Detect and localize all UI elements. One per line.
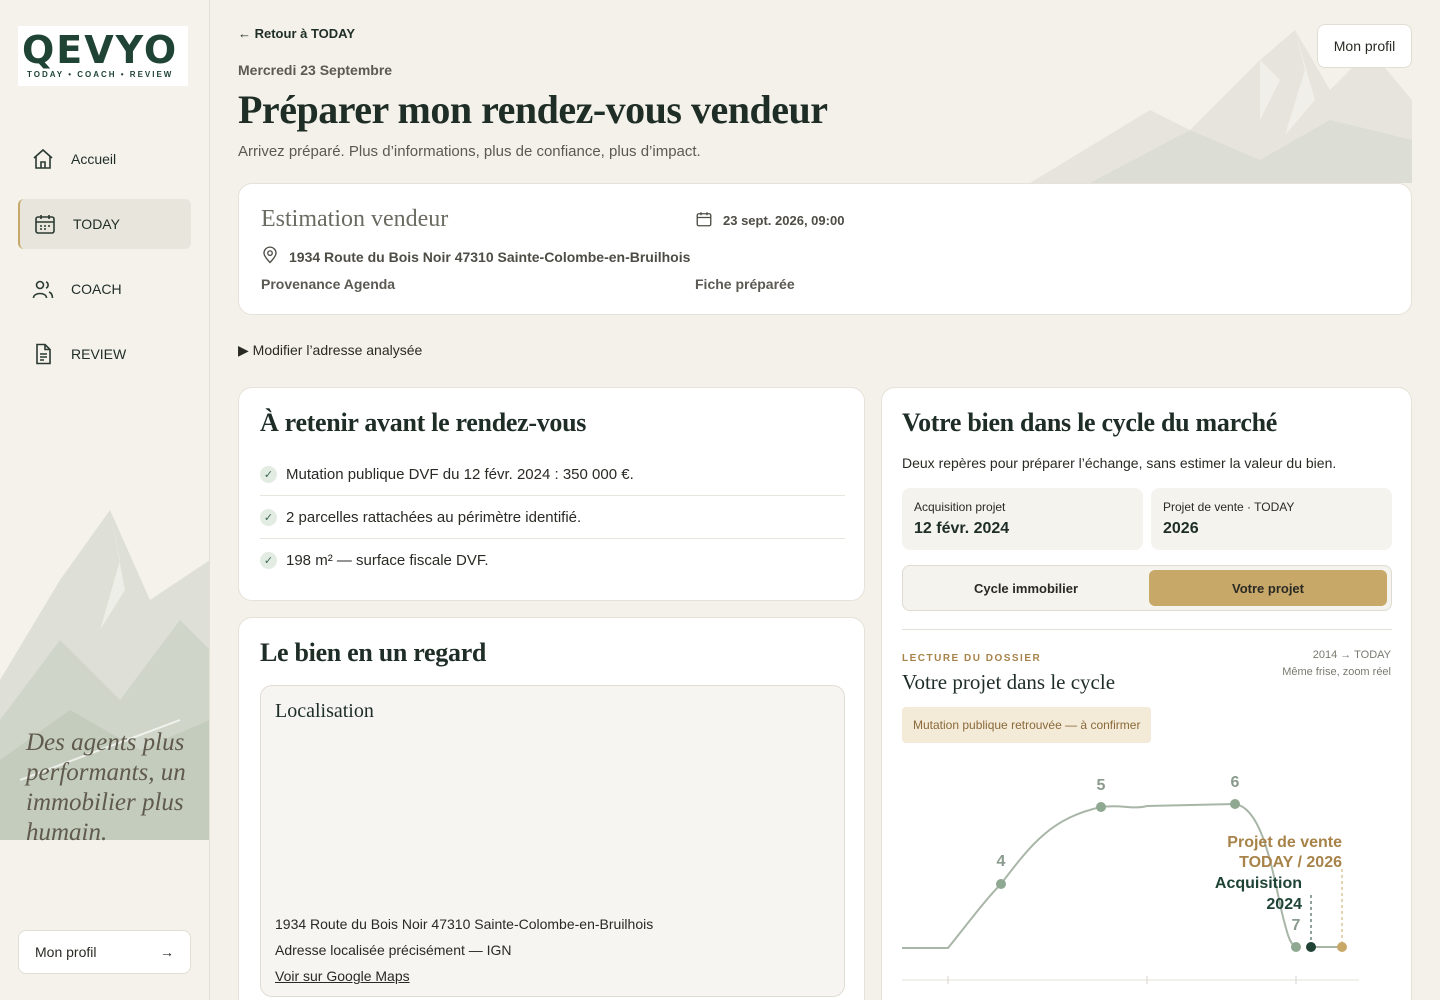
retain-card [238, 387, 865, 601]
home-icon [30, 146, 56, 172]
map-pin-icon [261, 246, 279, 267]
glance-card [238, 617, 865, 1000]
calendar-icon [32, 211, 58, 237]
retain-title: À retenir avant le rendez-vous [260, 408, 587, 437]
acquisition-annotation: 2024 [1266, 896, 1302, 913]
sale-annotation: Projet de vente [1227, 834, 1342, 851]
arrow-right-icon: → [160, 944, 174, 960]
chart-point [1230, 799, 1240, 809]
status-badge: Mutation publique retrouvée — à confirmer [902, 707, 1151, 743]
meeting-status: Fiche préparée [695, 276, 795, 292]
page-title: Préparer mon rendez-vous vendeur [238, 87, 828, 132]
profile-button[interactable]: Mon profil [1317, 24, 1412, 68]
modify-address-toggle[interactable]: ▶ Modifier l’adresse analysée [238, 342, 423, 358]
logo-subtitle: TODAY • COACH • REVIEW [27, 70, 174, 79]
sidebar-item-label: TODAY [73, 216, 120, 232]
glance-title: Le bien en un regard [260, 638, 487, 667]
chart-point [996, 879, 1006, 889]
location-title: Localisation [275, 700, 374, 722]
location-box [260, 685, 845, 997]
meeting-source: Provenance Agenda [261, 276, 396, 292]
google-maps-link[interactable]: Voir sur Google Maps [275, 968, 410, 984]
list-item [260, 539, 845, 582]
sale-project-box [1151, 488, 1392, 550]
range-label: 2014 → TODAY [1312, 649, 1391, 661]
sale-annotation: TODAY / 2026 [1239, 854, 1342, 871]
market-cycle-card [881, 387, 1412, 1000]
meeting-title: Estimation vendeur [261, 206, 449, 232]
sidebar-item-label: REVIEW [71, 346, 127, 362]
zoom-label: Même frise, zoom réel [1282, 666, 1391, 678]
meeting-datetime [695, 210, 844, 231]
meeting-address-text: 1934 Route du Bois Noir 47310 Sainte-Colombe-en-Bruilhois [289, 248, 691, 265]
tagline: Des agents plus performants, un immobilier plus humain. [26, 729, 186, 846]
acquisition-annotation: Acquisition [1214, 875, 1302, 892]
acquisition-box [902, 488, 1143, 550]
divider [902, 629, 1392, 630]
check-icon: ✓ [260, 509, 277, 526]
meeting-datetime-text: 23 sept. 2026, 09:00 [723, 213, 845, 228]
sidebar-item-accueil[interactable] [18, 134, 191, 184]
sidebar [0, 0, 210, 1000]
sidebar-item-label: COACH [71, 281, 122, 297]
cycle-subtitle: Deux repères pour préparer l’échange, sans estimer la valeur du bien. [902, 455, 1337, 471]
sidebar-item-label: Accueil [71, 151, 117, 167]
users-icon [30, 276, 56, 302]
acquisition-label: Acquisition projet [914, 500, 1006, 514]
list-item-text: 2 parcelles rattachées au périmètre identifié. [286, 508, 582, 526]
logo-text: QEVYO [22, 28, 179, 72]
sale-project-value: 2026 [1163, 520, 1199, 537]
sidebar-item-coach[interactable] [18, 264, 191, 314]
sale-project-label: Projet de vente · TODAY [1163, 500, 1295, 514]
point-label: 4 [996, 853, 1006, 870]
profile-label: Mon profil [35, 944, 97, 960]
check-icon: ✓ [260, 466, 277, 483]
cycle-view-toggle [902, 565, 1392, 611]
check-icon: ✓ [260, 552, 277, 569]
page-date: Mercredi 23 Septembre [238, 62, 393, 78]
back-link[interactable]: ← Retour à TODAY [238, 26, 356, 41]
chart-point [1096, 802, 1106, 812]
point-label: 6 [1230, 774, 1240, 791]
acquisition-value: 12 févr. 2024 [914, 520, 1010, 537]
location-precision: Adresse localisée précisément — IGN [275, 942, 512, 958]
meeting-address [261, 246, 690, 267]
meeting-card [238, 183, 1412, 315]
cycle-chart [882, 748, 1413, 1000]
main-content [210, 0, 1440, 1000]
page-subtitle: Arrivez préparé. Plus d’informations, plus de confiance, plus d’impact. [238, 143, 701, 160]
section-title: Votre projet dans le cycle [902, 670, 1116, 694]
sale-point [1337, 942, 1347, 952]
sidebar-profile-button[interactable] [18, 930, 191, 974]
sidebar-item-today[interactable] [18, 199, 191, 249]
cycle-title: Votre bien dans le cycle du marché [902, 408, 1277, 437]
point-label: 5 [1096, 777, 1106, 794]
tab-cycle-immobilier[interactable]: Cycle immobilier [973, 580, 1079, 596]
acquisition-point [1306, 942, 1316, 952]
chart-point [1291, 942, 1301, 952]
list-item [260, 453, 845, 496]
tab-votre-projet[interactable]: Votre projet [1149, 570, 1387, 606]
list-item-text: Mutation publique DVF du 12 févr. 2024 : 350 000 €. [286, 465, 634, 483]
sidebar-item-review[interactable] [18, 329, 191, 379]
point-label: 7 [1291, 917, 1301, 934]
list-item-text: 198 m² — surface fiscale DVF. [286, 552, 489, 569]
location-address: 1934 Route du Bois Noir 47310 Sainte-Colombe-en-Bruilhois [275, 916, 654, 932]
document-icon [30, 341, 56, 367]
section-kicker: LECTURE DU DOSSIER [902, 653, 1042, 664]
calendar-icon [695, 210, 713, 231]
list-item [260, 496, 845, 539]
logo[interactable] [18, 26, 188, 86]
